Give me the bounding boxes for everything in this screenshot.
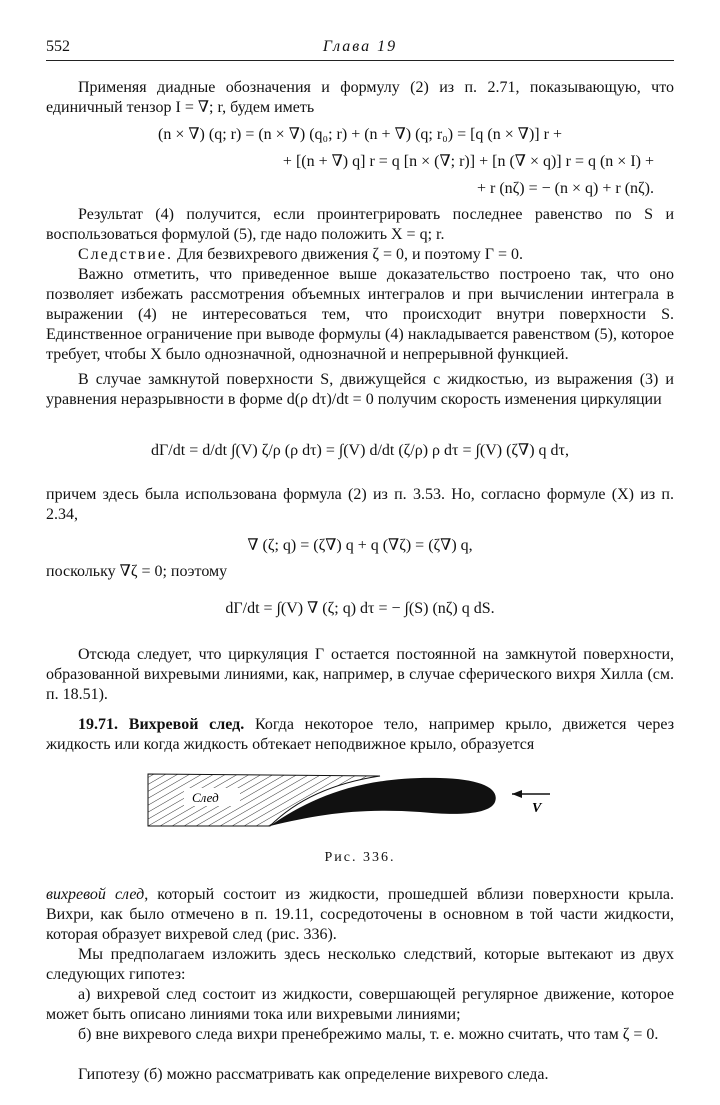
paragraph-wake-definition (46, 885, 674, 945)
paragraph-hypothesis-a: а) вихревой след состоит из жидкости, совершающей регулярное движение, которое может быть описано линиями тока или вихревыми линиями; (46, 986, 674, 1023)
formula-gradient: ∇ (ζ; q) = (ζ∇) q + q (∇ζ) = (ζ∇) q, (247, 537, 473, 554)
formula-line-1: (n × ∇) (q; r) = (n × ∇) (q₀; r) + (n + ∇) (q; r₀) = [q (n × ∇)] r + (158, 126, 562, 143)
velocity-label: V (532, 801, 542, 816)
paragraph-closed-surface: В случае замкнутой поверхности S, движущейся с жидкостью, из выражения (3) и уравнения неразрывности в форме d(ρ dτ)/dt = 0 получим скорость изменения циркуляции (46, 371, 674, 408)
figure-caption: Рис. 336. (324, 850, 396, 865)
wake-term: вихревой след (46, 886, 145, 903)
chapter-title: Глава 19 (322, 38, 398, 55)
paragraph-hill-vortex: Отсюда следует, что циркуляция Γ остается постоянной на замкнутой поверхности, образованной вихревыми линиями, как, например, в случае сферического вихря Хилла (см. п. 18.51). (46, 646, 674, 703)
page-header (46, 38, 674, 61)
wake-label: След (192, 790, 219, 805)
paragraph-hypothesis-b: б) вне вихревого следа вихри пренебрежимо малы, т. е. можно считать, что там ζ = 0. (78, 1026, 659, 1043)
wake-diagram (140, 768, 580, 828)
paragraph-corollary (46, 245, 674, 265)
paragraph-hypotheses-intro: Мы предполагаем изложить здесь несколько следствий, которые вытекают из двух следующих гипотез: (46, 946, 674, 983)
formula-line-3: + r (nζ) = − (n × q) + r (nζ). (477, 180, 654, 197)
corollary-text: Для безвихревого движения ζ = 0, и поэтому Γ = 0. (177, 246, 524, 263)
formula-line-2: + [(n + ∇) q] r = q [n × (∇; r)] + [n (∇ × q)] r = q (n × I) + (282, 153, 654, 170)
paragraph-hypothesis-definition: Гипотезу (б) можно рассматривать как определение вихревого следа. (78, 1066, 549, 1083)
paragraph-therefore: поскольку ∇ζ = 0; поэтому (46, 563, 228, 580)
paragraph-section-19-71 (46, 715, 674, 755)
wake-definition-text: , который состоит из жидкости, прошедшей вблизи поверхности крыла. Вихри, как было отмечено в п. 19.11, сосредоточены в основном в той части жидкости, которая образует вихревой след (рис. 336). (46, 886, 675, 943)
section-intro-text: Когда некоторое тело, например крыло, движется через жидкость или когда жидкость обтекает неподвижное крыло, образуется (46, 716, 675, 753)
corollary-label: Следствие. (78, 246, 173, 263)
formula-circulation-rate: dΓ/dt = d/dt ∫(V) ζ/ρ (ρ dτ) = ∫(V) d/dt (ζ/ρ) ρ dτ = ∫(V) (ζ∇) q dτ, (151, 442, 569, 459)
figure-336-wake (140, 768, 580, 828)
page-number: 552 (46, 38, 70, 55)
paragraph-dyadic-intro: Применяя диадные обозначения и формулу (2) из п. 2.71, показывающую, что единичный тензор I = ∇; r, будем иметь (46, 79, 674, 116)
section-heading: 19.71. Вихревой след. (78, 716, 245, 733)
paragraph-formula-reference: причем здесь была использована формула (2) из п. 3.53. Но, согласно формуле (X) из п. 2.34, (46, 486, 674, 523)
paragraph-result: Результат (4) получится, если проинтегрировать последнее равенство по S и воспользоваться формулой (5), где надо положить X = q; r. (46, 206, 674, 243)
formula-circulation-integral: dΓ/dt = ∫(V) ∇ (ζ; q) dτ = − ∫(S) (nζ) q dS. (225, 600, 495, 617)
paragraph-proof-note: Важно отметить, что приведенное выше доказательство построено так, что оно позволяет избежать рассмотрения объемных интегралов и при вычислении интеграла в выражении (4) не интересоваться тем, что происходит внутри поверхности S. Единственное ограничение при выводе формулы (4) накладывается равенством (5), которое требует, чтобы X было однозначной, однозначной и непрерывной функцией. (46, 266, 674, 363)
